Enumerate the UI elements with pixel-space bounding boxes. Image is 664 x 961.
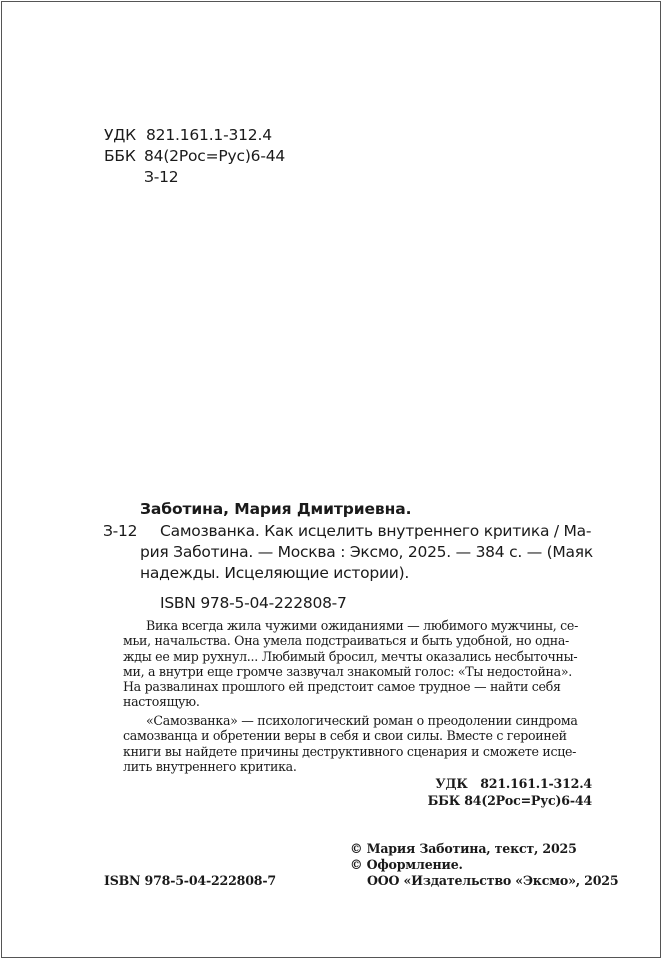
title-line-1: Самозванка. Как исцелить внутреннего критика / Ма-: [160, 522, 592, 540]
annotation-line: На развалинах прошлого ей предстоит самое трудное — найти себя: [123, 679, 561, 695]
annotation-paragraph-1: [123, 618, 579, 710]
record-isbn: ISBN 978-5-04-222808-7: [160, 594, 347, 612]
annotation-line: книги вы найдете причины деструктивного сценария и сможете исце-: [123, 743, 577, 759]
publisher-copyright: ООО «Издательство «Эксмо», 2025: [367, 873, 619, 888]
page-border: [1, 1, 661, 958]
author-mark: З-12: [103, 522, 138, 540]
title-line-3: надежды. Исцеляющие истории).: [140, 564, 410, 582]
annotation-line: «Самозванка» — психологический роман о преодолении синдрома: [146, 713, 578, 728]
annotation-line: самозванца и обретении веры в себя и свои силы. Вместе с героиней: [123, 728, 567, 744]
annotation-line: настоящую.: [123, 694, 200, 710]
annotation-line: лить внутреннего критика.: [123, 758, 297, 774]
udk-bottom: УДК 821.161.1-312.4: [435, 776, 592, 791]
udk-value: 821.161.1-312.4: [146, 126, 272, 144]
author-heading: Заботина, Мария Дмитриевна.: [140, 500, 412, 518]
bbk-bottom: ББК 84(2Рос=Рус)6-44: [427, 793, 592, 808]
bbk-label: ББК: [104, 147, 136, 165]
bbk-value: 84(2Рос=Рус)6-44: [144, 147, 286, 165]
annotation-line: жды ее мир рухнул... Любимый бросил, мечты оказались несбыточны-: [123, 648, 578, 664]
author-mark-top: З-12: [144, 168, 179, 186]
annotation-line: мьи, начальства. Она умела подстраиваться и быть удобной, но одна-: [123, 633, 570, 649]
copyright-text: © Мария Заботина, текст, 2025: [350, 841, 577, 856]
footer-isbn: ISBN 978-5-04-222808-7: [104, 873, 276, 888]
copyright-design: © Оформление.: [350, 857, 463, 872]
udk-label: УДК: [104, 126, 136, 144]
annotation-paragraph-2: [123, 713, 578, 774]
annotation-line: ми, а внутри еще громче зазвучал знакомый голос: «Ты недостойна».: [123, 663, 572, 679]
annotation-line: Вика всегда жила чужими ожиданиями — любимого мужчины, се-: [146, 618, 579, 633]
title-line-2: рия Заботина. — Москва : Эксмо, 2025. — 384 с. — (Маяк: [140, 543, 593, 561]
